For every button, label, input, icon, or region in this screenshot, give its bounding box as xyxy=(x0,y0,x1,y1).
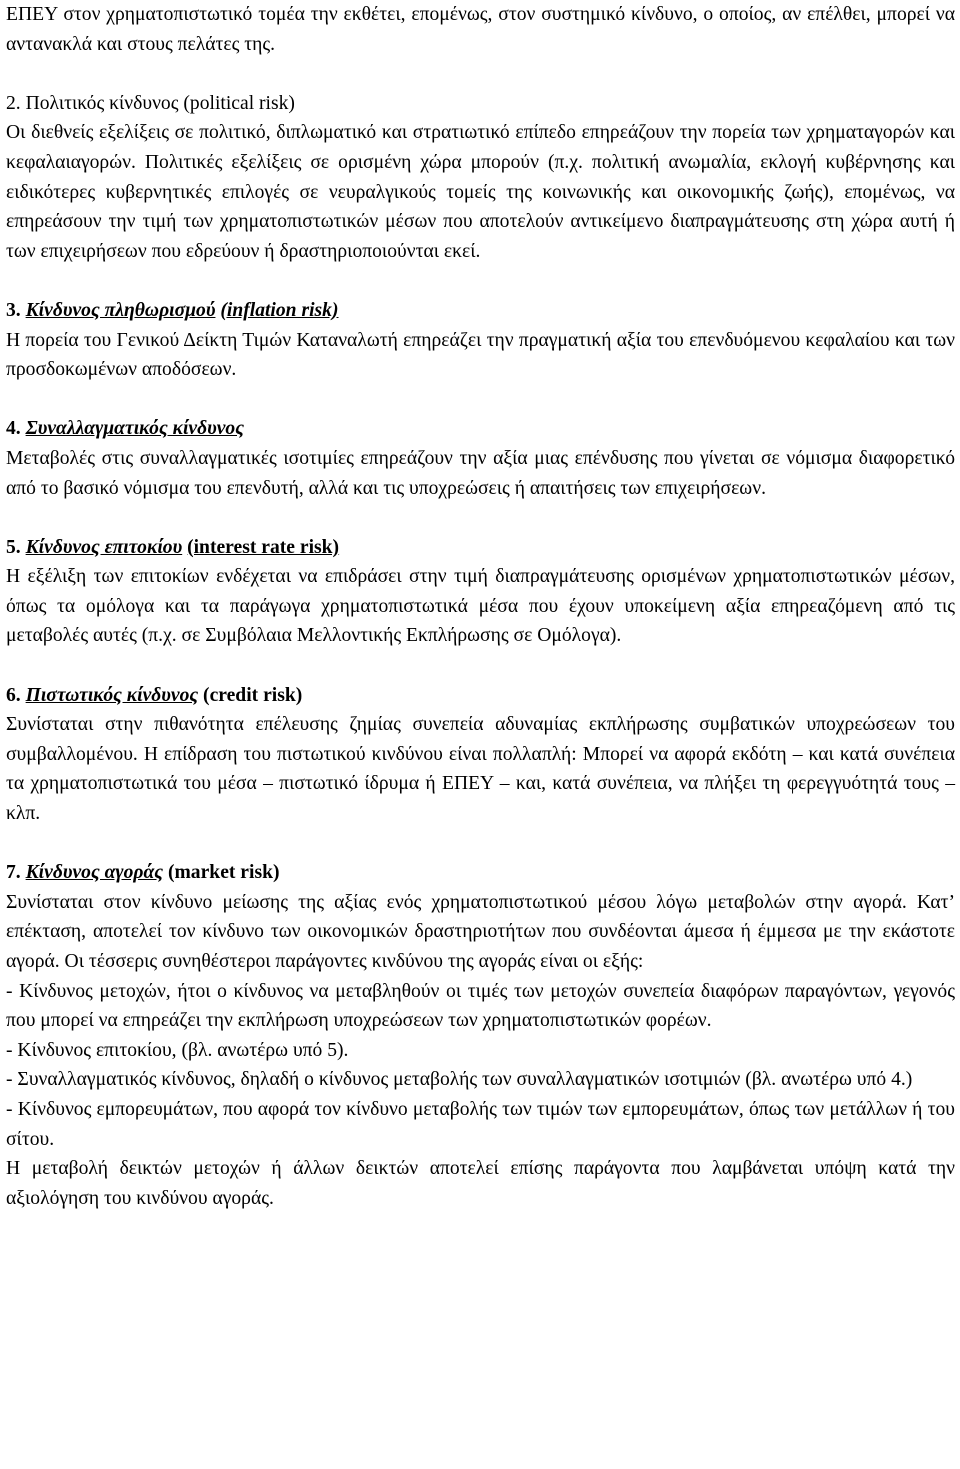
section-number: 6. xyxy=(6,684,21,706)
section-title-en: (credit risk) xyxy=(203,684,303,706)
section-interest-rate-risk xyxy=(6,533,955,651)
section-body: Η πορεία του Γενικού Δείκτη Τιμών Καταναλωτή επηρεάζει την πραγματική αξία του επενδυόμενου κεφαλαίου και των προσδοκωμένων αποδόσεων. xyxy=(6,329,955,381)
section-title-en: (political risk) xyxy=(183,92,295,114)
section-title-en: (market risk) xyxy=(167,862,280,884)
section-title-en: (inflation risk) xyxy=(220,299,339,321)
section-body: Συνίσταται στον κίνδυνο μείωσης της αξίας ενός χρηματοπιστωτικού μέσου λόγω μεταβολών στην αγορά. Κατ’ επέκταση, αποτελεί τον κίνδυνο των οικονομικών δραστηριοτήτων που συνδέονται άμεσα ή έμμεσα με την εκάστοτε αγορά. Οι τέσσερις συνηθέστεροι παράγοντες κινδύνου της αγοράς είναι οι εξής: xyxy=(6,891,955,972)
section-closing: Η μεταβολή δεικτών μετοχών ή άλλων δεικτών αποτελεί επίσης παράγοντα που λαμβάνεται υπόψη κατά την αξιολόγηση του κινδύνου αγοράς. xyxy=(6,1158,955,1209)
section-number: 5. xyxy=(6,536,21,558)
section-body: Συνίσταται στην πιθανότητα επέλευσης ζημίας συνεπεία αδυναμίας εκπλήρωσης συμβατικών υποχρεώσεων του συμβαλλομένου. Η επίδραση του πιστωτικού κινδύνου είναι πολλαπλή: Μπορεί να αφορά εκδότη – και κατά συνέπεια τα χρηματοπιστωτικά του μέσα – πιστωτικό ίδρυμα ή ΕΠΕΥ – και, κατά συνέπεια, να πλήξει τη φερεγγυότητά τους – κλπ. xyxy=(6,714,955,825)
intro-paragraph: ΕΠΕΥ στον χρηματοπιστωτικό τομέα την εκθέτει, επομένως, στον συστημικό κίνδυνο, ο οποίος, αν επέλθει, μπορεί να αντανακλά και στους πελάτες της. xyxy=(6,4,955,55)
section-title-en: (interest rate risk) xyxy=(187,536,340,558)
section-title: Κίνδυνος πληθωρισμού xyxy=(25,299,216,321)
section-market-risk xyxy=(6,858,955,1213)
section-fx-risk xyxy=(6,414,955,503)
section-body: Οι διεθνείς εξελίξεις σε πολιτικό, διπλωματικό και στρατιωτικό επίπεδο επηρεάζουν την πορεία των χρηματαγορών και κεφαλαιαγορών. Πολιτικές εξελίξεις σε ορισμένη χώρα μπορούν (π.χ. πολιτική ανωμαλία, εκλογή κυβέρνησης και ειδικότερες κυβερνητικές επιλογές σε νευραλγικούς τομείς της κοινωνικής και οικονομικής ζωής), επομένως, να επηρεάσουν την τιμή των χρηματοπιστωτικών μέσων που αποτελούν αντικείμενο διαπραγμάτευσης στη χώρα αυτή ή των επιχειρήσεων που εδρεύουν ή δραστηριοποιούνται εκεί. xyxy=(6,122,955,262)
section-number: 3. xyxy=(6,299,21,321)
list-item: - Συναλλαγματικός κίνδυνος, δηλαδή ο κίνδυνος μεταβολής των συναλλαγματικών ισοτιμιών (βλ. ανωτέρω υπό 4.) xyxy=(6,1069,913,1091)
section-heading xyxy=(6,296,955,326)
section-title: Κίνδυνος αγοράς xyxy=(25,862,164,884)
section-title: Κίνδυνος επιτοκίου xyxy=(25,536,183,558)
section-title: Πολιτικός κίνδυνος xyxy=(25,92,179,114)
section-body: Η εξέλιξη των επιτοκίων ενδέχεται να επιδράσει στην τιμή διαπραγμάτευσης ορισμένων χρηματοπιστωτικών μέσων, όπως τα ομόλογα και τα παράγωγα χρηματοπιστωτικά μέσα που έχουν υποκείμενη αξία επηρεαζόμενη από τις μεταβολές αυτές (π.χ. σε Συμβόλαια Μελλοντικής Εκπλήρωσης σε Ομόλογα). xyxy=(6,566,955,647)
section-credit-risk xyxy=(6,681,955,829)
section-political-risk xyxy=(6,89,955,267)
section-inflation-risk xyxy=(6,296,955,385)
section-heading xyxy=(6,858,955,888)
section-title: Συναλλαγματικός κίνδυνος xyxy=(25,418,244,440)
section-heading xyxy=(6,533,955,563)
list-item: - Κίνδυνος μετοχών, ήτοι ο κίνδυνος να μεταβληθούν οι τιμές των μετοχών συνεπεία διαφόρων παραγόντων, γεγονός που μπορεί να επηρεάζει την εκπλήρωση υποχρεώσεων των χρηματοπιστωτικών φορέων. xyxy=(6,980,955,1032)
section-number: 7. xyxy=(6,862,21,884)
list-item: - Κίνδυνος επιτοκίου, (βλ. ανωτέρω υπό 5). xyxy=(6,1039,349,1061)
section-body: Μεταβολές στις συναλλαγματικές ισοτιμίες επηρεάζουν την αξία μιας επένδυσης που γίνεται σε νόμισμα διαφορετικό από το βασικό νόμισμα του επενδυτή, αλλά και τις υποχρεώσεις ή απαιτήσεις των επιχειρήσεων. xyxy=(6,447,955,499)
section-heading xyxy=(6,89,955,119)
section-number: 4. xyxy=(6,418,21,440)
section-title: Πιστωτικός κίνδυνος xyxy=(25,684,199,706)
list-item: - Κίνδυνος εμπορευμάτων, που αφορά τον κίνδυνο μεταβολής των τιμών των εμπορευμάτων, όπως των μετάλλων ή του σίτου. xyxy=(6,1098,955,1150)
section-heading xyxy=(6,681,955,711)
section-number: 2. xyxy=(6,92,21,114)
section-heading xyxy=(6,414,955,444)
